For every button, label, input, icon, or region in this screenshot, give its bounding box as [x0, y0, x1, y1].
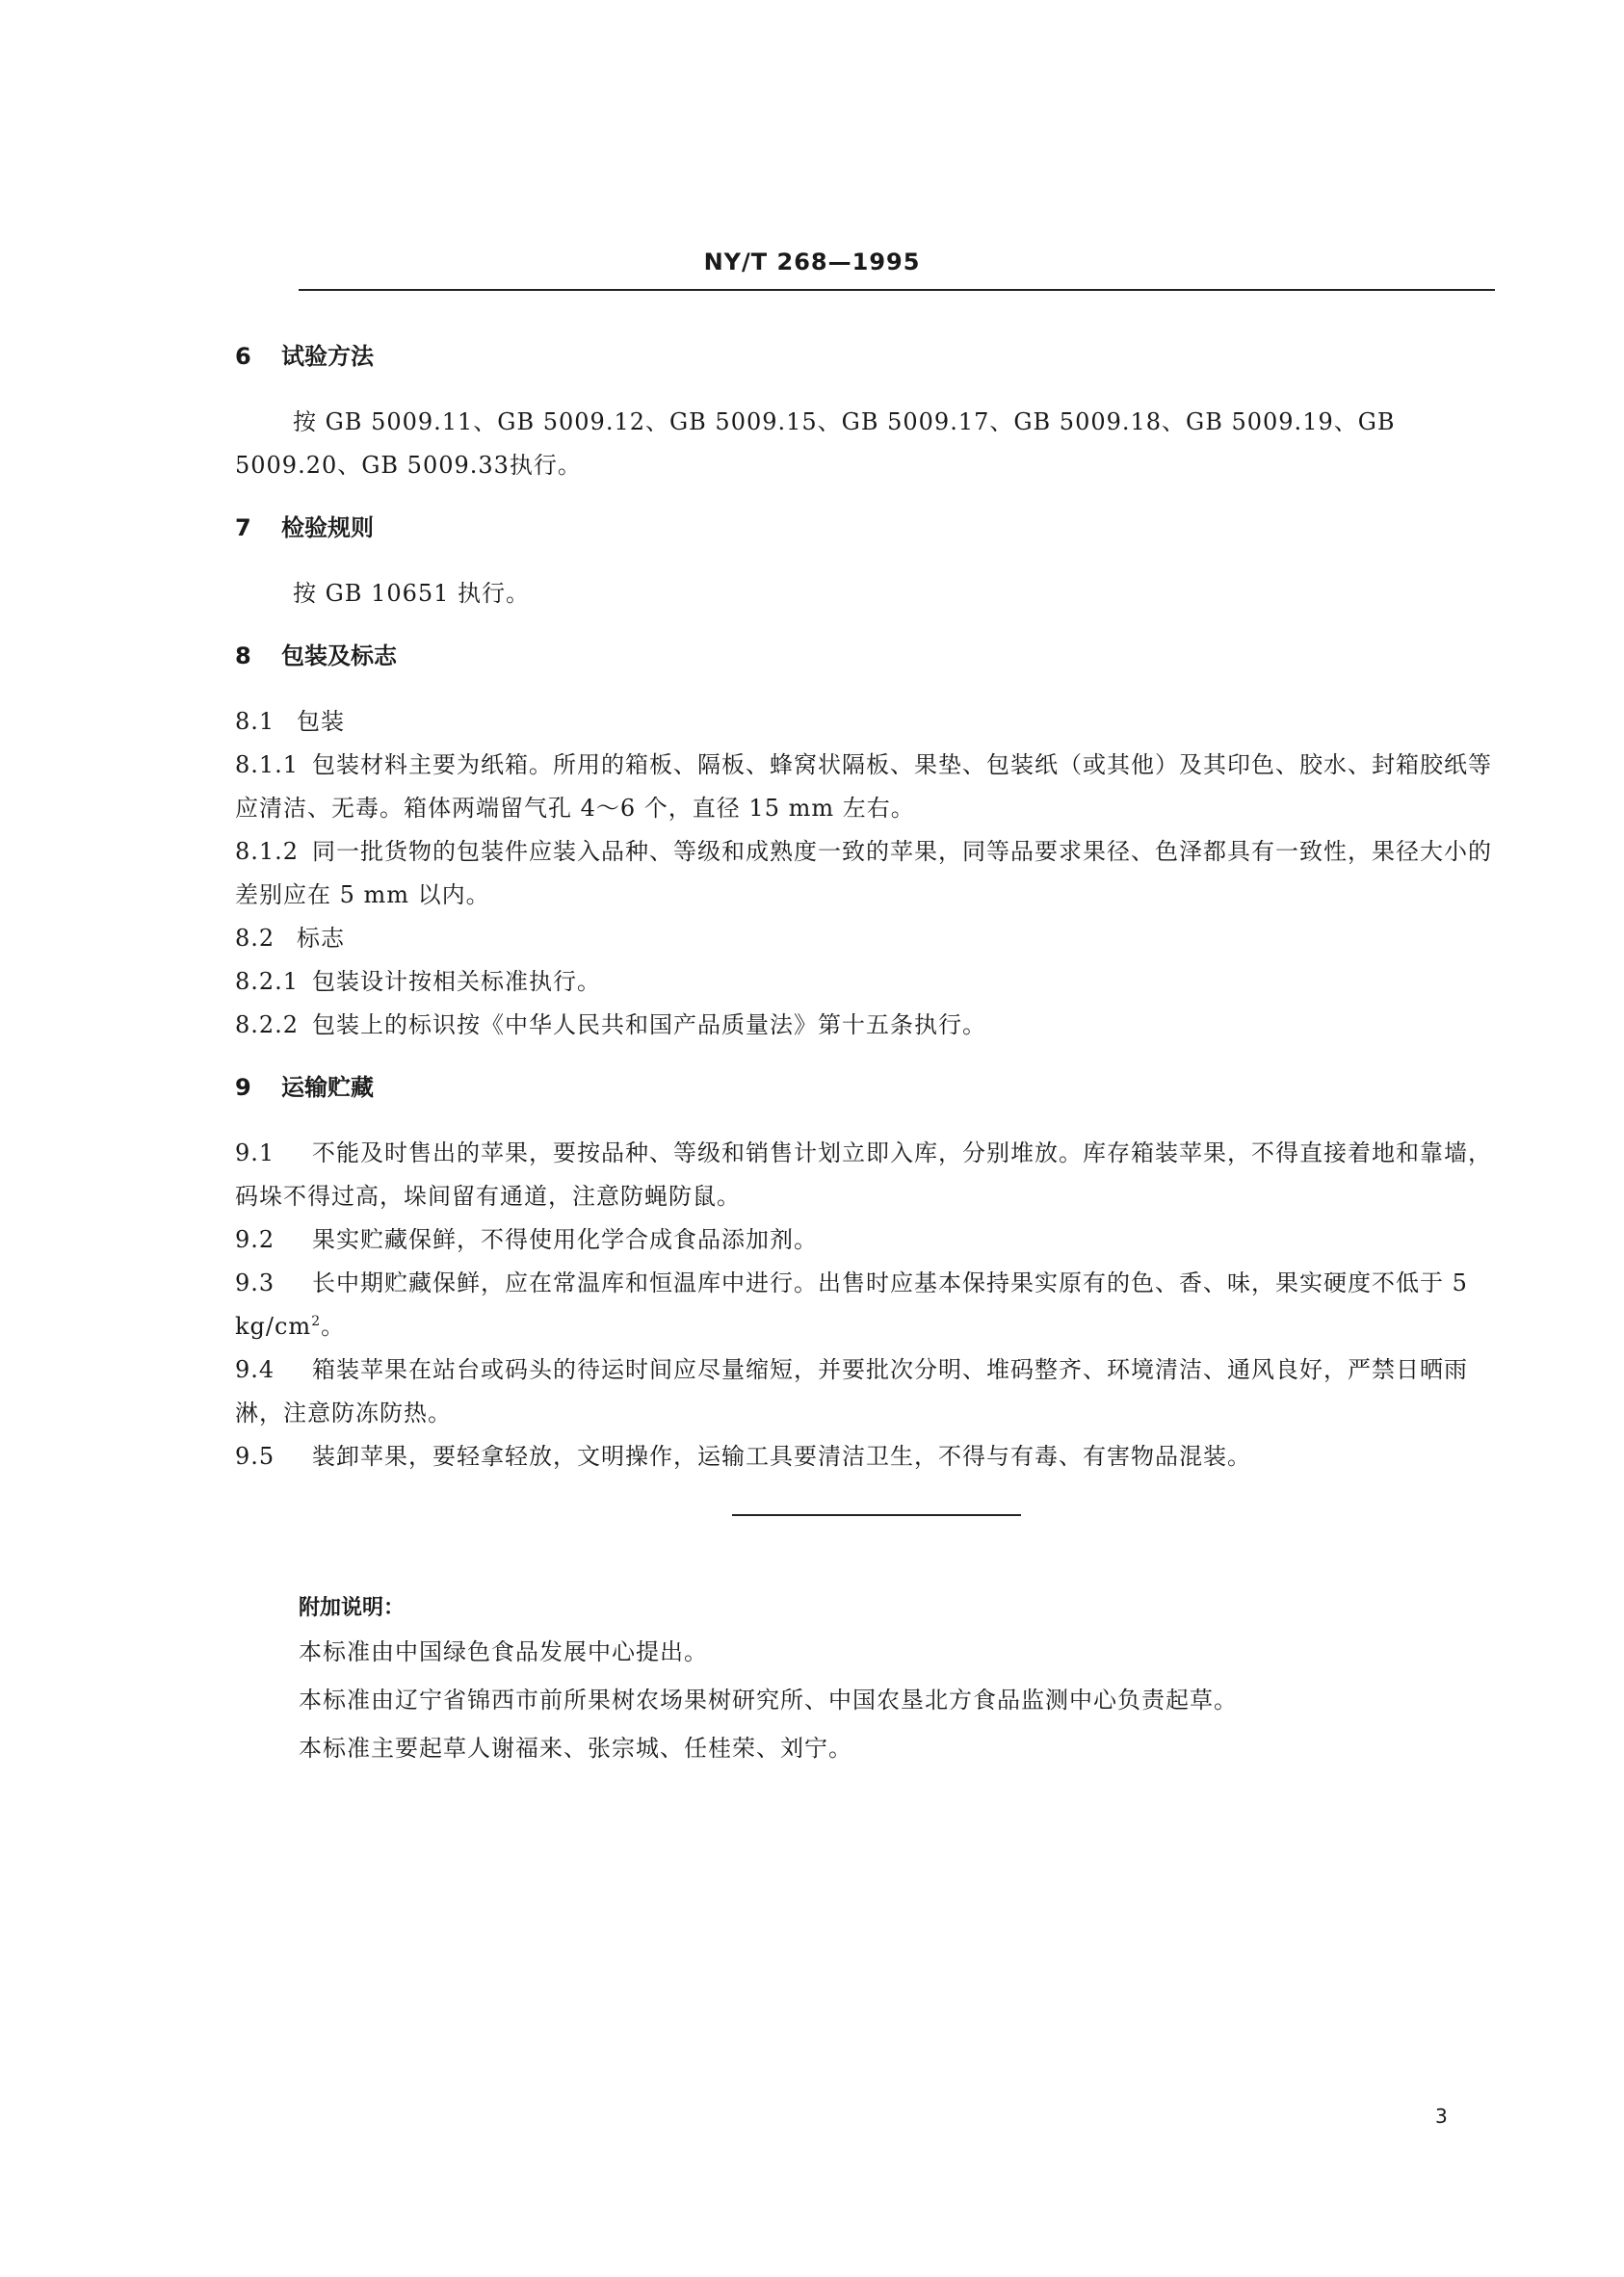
end-of-standard-rule	[732, 1514, 1021, 1516]
section-6-text: 按 GB 5009.11、GB 5009.12、GB 5009.15、GB 5009.17、GB 5009.18、GB 5009.19、GB 5009.20、GB 5009.33执行。	[235, 408, 1396, 479]
subsection-number: 8.2	[235, 925, 275, 952]
clause-text: 装卸苹果，要轻拿轻放，文明操作，运输工具要清洁卫生，不得与有毒、有害物品混装。	[312, 1443, 1251, 1470]
standard-number-header: NY/T 268—1995	[703, 249, 921, 275]
subsection-title: 标志	[297, 925, 345, 952]
section-9-heading	[235, 1070, 1499, 1105]
clause-9-5	[235, 1435, 1499, 1479]
clause-8-2-2	[235, 1004, 1499, 1047]
main-content	[235, 339, 1499, 1479]
notes-line: 本标准主要起草人谢福来、张宗城、任桂荣、刘宁。	[299, 1735, 852, 1762]
section-8-heading	[235, 639, 1499, 673]
clause-9-2	[235, 1218, 1499, 1262]
clause-number: 9.3	[235, 1269, 275, 1296]
additional-notes	[299, 1589, 1493, 1772]
section-number: 9	[235, 1074, 251, 1101]
clause-text: 包装材料主要为纸箱。所用的箱板、隔板、蜂窝状隔板、果垫、包装纸（或其他）及其印色、胶水、封箱胶纸等应清洁、无毒。箱体两端留气孔 4～6 个，直径 15 mm 左右。	[235, 751, 1492, 822]
clause-number: 8.1.2	[235, 838, 300, 865]
section-6-heading	[235, 339, 1499, 374]
subsection-number: 8.1	[235, 708, 275, 735]
clause-9-3	[235, 1262, 1499, 1348]
section-number: 7	[235, 514, 251, 541]
clause-number: 8.2.2	[235, 1011, 300, 1038]
clause-number: 9.4	[235, 1356, 275, 1383]
section-title: 检验规则	[281, 514, 374, 541]
section-number: 8	[235, 642, 251, 669]
clause-number: 9.1	[235, 1139, 275, 1166]
section-title: 包装及标志	[281, 642, 397, 669]
page-number: 3	[1435, 2105, 1448, 2128]
clause-text: 包装设计按相关标准执行。	[312, 968, 601, 995]
subsection-title: 包装	[297, 708, 345, 735]
section-7-heading	[235, 510, 1499, 545]
clause-number: 8.2.1	[235, 968, 300, 995]
clause-text: 同一批货物的包装件应装入品种、等级和成熟度一致的苹果，同等品要求果径、色泽都具有一致性，果径大小的差别应在 5 mm 以内。	[235, 838, 1492, 908]
clause-number: 8.1.1	[235, 751, 300, 778]
section-number: 6	[235, 343, 251, 370]
superscript: 2	[311, 1314, 322, 1329]
subsection-8-2	[235, 917, 1499, 960]
notes-line: 本标准由辽宁省锦西市前所果树农场果树研究所、中国农垦北方食品监测中心负责起草。	[299, 1687, 1238, 1714]
section-title: 试验方法	[281, 343, 374, 370]
notes-line: 本标准由中国绿色食品发展中心提出。	[299, 1638, 708, 1665]
clause-number: 9.5	[235, 1443, 275, 1470]
clause-text: 不能及时售出的苹果，要按品种、等级和销售计划立即入库，分别堆放。库存箱装苹果，不得直接着地和靠墙，码垛不得过高，垛间留有通道，注意防蝇防鼠。	[235, 1139, 1492, 1210]
notes-title: 附加说明：	[299, 1596, 406, 1620]
clause-text: 箱装苹果在站台或码头的待运时间应尽量缩短，并要批次分明、堆码整齐、环境清洁、通风良好，严禁日晒雨淋，注意防冻防热。	[235, 1356, 1468, 1426]
header-rule	[299, 289, 1495, 291]
clause-8-2-1	[235, 960, 1499, 1004]
clause-text: 包装上的标识按《中华人民共和国产品质量法》第十五条执行。	[312, 1011, 986, 1038]
subsection-8-1	[235, 700, 1499, 744]
section-7-text: 按 GB 10651 执行。	[293, 580, 531, 607]
clause-8-1-1	[235, 744, 1499, 830]
clause-text: 果实贮藏保鲜，不得使用化学合成食品添加剂。	[312, 1226, 818, 1253]
clause-text-tail: 。	[321, 1313, 346, 1340]
section-title: 运输贮藏	[281, 1074, 374, 1101]
clause-9-1	[235, 1132, 1499, 1218]
clause-9-4	[235, 1348, 1499, 1435]
clause-8-1-2	[235, 830, 1499, 917]
clause-text: 长中期贮藏保鲜，应在常温库和恒温库中进行。出售时应基本保持果实原有的色、香、味，果实硬度不低于 5 kg/cm	[235, 1269, 1468, 1340]
clause-number: 9.2	[235, 1226, 275, 1253]
